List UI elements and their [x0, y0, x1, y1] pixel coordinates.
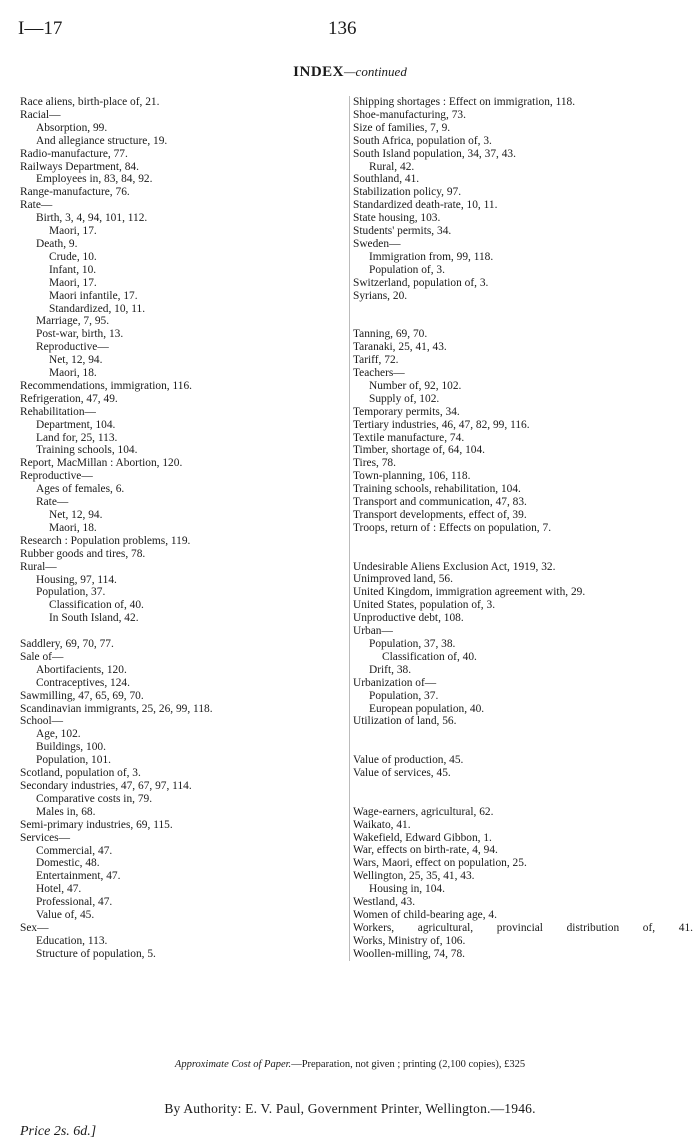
index-entry: Post-war, birth, 13.: [36, 328, 124, 341]
index-entry: Rural, 42.: [369, 160, 415, 173]
index-entry: Racial—: [20, 108, 61, 121]
index-entry: South Island population, 34, 37, 43.: [353, 147, 516, 160]
index-entry: South Africa, population of, 3.: [353, 134, 492, 147]
index-entry: War, effects on birth-rate, 4, 94.: [353, 844, 498, 857]
index-entry: Absorption, 99.: [36, 121, 108, 134]
index-entry: Secondary industries, 47, 67, 97, 114.: [20, 780, 192, 793]
index-entry: Number of, 92, 102.: [369, 379, 462, 392]
index-entry: Marriage, 7, 95.: [36, 315, 110, 328]
section-gap: [353, 303, 693, 316]
index-entry: Research : Population problems, 119.: [20, 534, 191, 547]
index-entry: Population, 37.: [369, 689, 439, 702]
index-entry: Commercial, 47.: [36, 844, 113, 857]
section-gap: [353, 535, 693, 548]
index-entry: Report, MacMillan : Abortion, 120.: [20, 457, 183, 470]
index-entry: Scandinavian immigrants, 25, 26, 99, 118.: [20, 702, 213, 715]
index-column-right: [349, 96, 693, 961]
index-entry: Professional, 47.: [36, 896, 113, 909]
index-entry: Semi-primary industries, 69, 115.: [20, 818, 173, 831]
index-entry: Employees in, 83, 84, 92.: [36, 173, 153, 186]
index-entry: Contraceptives, 124.: [36, 676, 130, 689]
index-entry: Saddlery, 69, 70, 77.: [20, 638, 114, 651]
index-entry: Males in, 68.: [36, 805, 96, 818]
index-entry: United States, population of, 3.: [353, 599, 496, 612]
index-entry: Rubber goods and tires, 78.: [20, 547, 146, 560]
index-entry: Classification of, 40.: [49, 599, 144, 612]
section-gap: [353, 728, 693, 741]
index-entry: Age, 102.: [36, 728, 81, 741]
section-gap: [353, 793, 693, 806]
index-entry: Rate—: [36, 496, 69, 509]
index-entry: Crude, 10.: [49, 250, 97, 263]
index-entry: Waikato, 41.: [353, 818, 411, 831]
index-entry: Wakefield, Edward Gibbon, 1.: [353, 831, 492, 844]
section-gap: [353, 315, 693, 328]
index-entry: Infant, 10.: [49, 263, 97, 276]
index-entry: Classification of, 40.: [382, 650, 477, 663]
index-entry: Services—: [20, 831, 70, 844]
index-entry: Workers, agricultural, provincial distribution of, 41.: [353, 921, 693, 934]
index-entry: United Kingdom, immigration agreement with, 29.: [353, 586, 586, 599]
index-entry: Maori, 17.: [49, 276, 97, 289]
index-entry: Rural—: [20, 560, 57, 573]
page-header: [0, 18, 700, 48]
index-entry: Death, 9.: [36, 237, 78, 250]
index-entry: Town-planning, 106, 118.: [353, 470, 471, 483]
index-entry: Railways Department, 84.: [20, 160, 139, 173]
index-entry: Sweden—: [353, 237, 401, 250]
section-gap: [353, 780, 693, 793]
index-entry: Size of families, 7, 9.: [353, 121, 451, 134]
printer-authority: By Authority: E. V. Paul, Government Printer, Wellington.—1946.: [164, 1101, 536, 1116]
index-entry: School—: [20, 715, 64, 728]
index-entry: European population, 40.: [369, 702, 485, 715]
page-number: 136: [328, 18, 357, 39]
index-entry: Shipping shortages : Effect on immigration, 118.: [353, 96, 576, 108]
index-entry: Drift, 38.: [369, 663, 412, 676]
index-entry: Housing, 97, 114.: [36, 573, 117, 586]
index-entry: Students' permits, 34.: [353, 225, 452, 238]
index-entry: Woollen-milling, 74, 78.: [353, 947, 466, 960]
cost-text: —Preparation, not given ; printing (2,100 copies), £325: [291, 1059, 526, 1070]
index-entry: Works, Ministry of, 106.: [353, 934, 466, 947]
title-main: INDEX: [293, 64, 344, 80]
index-entry: Population, 37, 38.: [369, 638, 456, 650]
index-entry: In South Island, 42.: [49, 612, 139, 625]
index-entry: Supply of, 102.: [369, 392, 440, 405]
index-entry: State housing, 103.: [353, 212, 441, 225]
index-entry: Birth, 3, 4, 94, 101, 112.: [36, 212, 148, 225]
index-column-left: [20, 96, 340, 961]
index-entry: Net, 12, 94.: [49, 509, 103, 521]
index-entry: Shoe-manufacturing, 73.: [353, 108, 466, 121]
index-entry: Switzerland, population of, 3.: [353, 276, 489, 289]
index-entry: Range-manufacture, 76.: [20, 186, 130, 199]
index-entry: Westland, 43.: [353, 896, 416, 909]
index-entry: Transport developments, effect of, 39.: [353, 508, 527, 521]
index-entry: Education, 113.: [36, 934, 108, 947]
page-reference: I—17: [18, 18, 63, 39]
index-entry: Tanning, 69, 70.: [353, 328, 428, 341]
index-entry: Entertainment, 47.: [36, 870, 121, 883]
index-entry: Scotland, population of, 3.: [20, 767, 141, 780]
index-entry: Reproductive—: [20, 470, 93, 483]
index-entry: Land for, 25, 113.: [36, 431, 118, 444]
index-entry: Urban—: [353, 625, 393, 638]
index-entry: Value of, 45.: [36, 909, 95, 922]
index-entry: Population of, 3.: [369, 263, 445, 276]
index-entry: Net, 12, 94.: [49, 354, 103, 367]
index-entry: Race aliens, birth-place of, 21.: [20, 96, 160, 108]
index-entry: Value of production, 45.: [353, 754, 464, 767]
page-title: [0, 64, 700, 81]
index-entry: Training schools, rehabilitation, 104.: [353, 483, 521, 496]
index-entry: Syrians, 20.: [353, 289, 408, 302]
index-entry: Recommendations, immigration, 116.: [20, 379, 192, 392]
index-entry: Housing in, 104.: [369, 883, 445, 896]
index-entry: Wage-earners, agricultural, 62.: [353, 805, 494, 818]
index-entry: Maori, 18.: [49, 367, 97, 380]
index-entry: Rehabilitation—: [20, 405, 96, 418]
index-entry: Taranaki, 25, 41, 43.: [353, 341, 447, 354]
index-entry: Wars, Maori, effect on population, 25.: [353, 857, 527, 870]
index-entry: Temporary permits, 34.: [353, 405, 460, 418]
index-entry: Radio-manufacture, 77.: [20, 147, 128, 160]
index-entry: Teachers—: [353, 367, 405, 379]
index-entry: Wellington, 25, 35, 41, 43.: [353, 870, 475, 883]
index-entry: Value of services, 45.: [353, 767, 451, 780]
index-entry: Reproductive—: [36, 341, 109, 354]
index-entry: Tires, 78.: [353, 457, 396, 470]
section-gap: [353, 548, 693, 561]
section-gap: [20, 625, 340, 638]
index-entry: And allegiance structure, 19.: [36, 134, 168, 147]
index-entry: Undesirable Aliens Exclusion Act, 1919, 32.: [353, 560, 556, 573]
index-entry: Unproductive debt, 108.: [353, 612, 464, 625]
index-entry: Textile manufacture, 74.: [353, 431, 465, 444]
index-entry: Rate—: [20, 199, 53, 212]
index-entry: Buildings, 100.: [36, 741, 106, 754]
index-entry: Utilization of land, 56.: [353, 715, 457, 728]
index-entry: Southland, 41.: [353, 173, 420, 186]
cost-note: [0, 1059, 700, 1070]
index-entry: Maori, 17.: [49, 225, 97, 238]
index-entry: Sex—: [20, 921, 49, 934]
index-entry: Department, 104.: [36, 418, 116, 431]
index-entry: Domestic, 48.: [36, 857, 100, 870]
index-entry: Standardized death-rate, 10, 11.: [353, 199, 498, 212]
index-entry: Hotel, 47.: [36, 883, 82, 896]
index-entry: Transport and communication, 47, 83.: [353, 496, 527, 509]
index-entry: Standardized, 10, 11.: [49, 302, 146, 315]
index-entry: Maori, 18.: [49, 521, 97, 534]
index-entry: Comparative costs in, 79.: [36, 792, 153, 805]
index-entry: Women of child-bearing age, 4.: [353, 908, 497, 921]
index-entry: Urbanization of—: [353, 676, 437, 689]
index-entry: Tariff, 72.: [353, 354, 399, 367]
index-entry: Refrigeration, 47, 49.: [20, 392, 118, 405]
index-entry: Immigration from, 99, 118.: [369, 250, 494, 263]
index-entry: Unimproved land, 56.: [353, 573, 453, 586]
index-entry: Population, 37.: [36, 586, 106, 599]
index-entry: Training schools, 104.: [36, 444, 138, 457]
index-entry: Abortifacients, 120.: [36, 663, 127, 676]
section-gap: [353, 741, 693, 754]
title-suffix: —continued: [344, 64, 407, 79]
index-entry: Ages of females, 6.: [36, 483, 125, 496]
index-entry: Sawmilling, 47, 65, 69, 70.: [20, 689, 144, 702]
index-entry: Stabilization policy, 97.: [353, 186, 462, 199]
index-entry: Structure of population, 5.: [36, 947, 156, 960]
index-entry: Tertiary industries, 46, 47, 82, 99, 116.: [353, 418, 530, 431]
price-label: Price 2s. 6d.]: [20, 1124, 97, 1139]
index-entry: Maori infantile, 17.: [49, 289, 138, 302]
index-entry: Timber, shortage of, 64, 104.: [353, 444, 486, 457]
index-entry: Population, 101.: [36, 754, 111, 767]
index-entry: Sale of—: [20, 650, 64, 663]
index-entry: Troops, return of : Effects on population, 7.: [353, 521, 552, 534]
cost-label: Approximate Cost of Paper.: [174, 1059, 292, 1070]
